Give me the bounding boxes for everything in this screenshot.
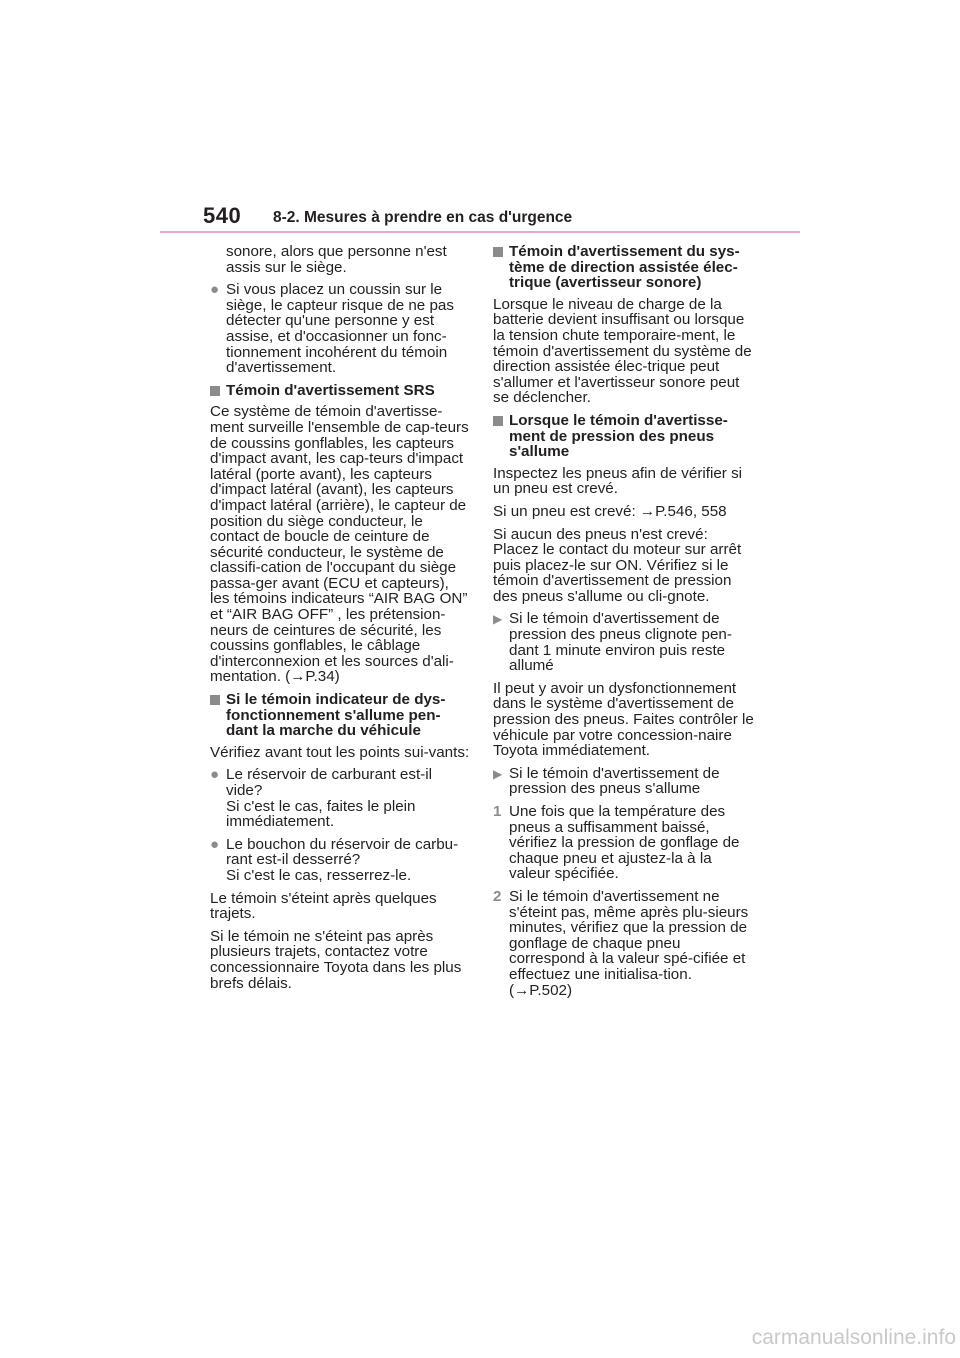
square-bullet-icon: [210, 386, 220, 396]
triangle-bullet-icon: ▶: [493, 612, 503, 627]
paragraph: Inspectez les pneus afin de vérifier si un pneu est crevé.: [493, 464, 743, 498]
paragraph-text: Si un pneu est crevé:: [493, 502, 640, 520]
bullet-text: Si le témoin d'avertissement de pression des pneus s'allume: [509, 764, 720, 798]
section-heading: [210, 692, 470, 739]
bullet-subtext: Si c'est le cas, resserrez-le.: [226, 866, 412, 884]
step-number: 1: [493, 803, 502, 820]
bullet-icon: ●: [210, 835, 220, 853]
list-item: [210, 837, 470, 884]
bullet-text: Si le témoin d'avertissement de pression des pneus clignote pen-dant 1 minute environ puis reste allumé: [509, 610, 732, 675]
section-title: 8-2. Mesures à prendre en cas d'urgence: [273, 209, 573, 226]
section-heading: [493, 244, 755, 291]
paragraph: Si le témoin ne s'éteint pas après plusieurs trajets, contactez votre concessionnaire Toyota dans les plus brefs délais.: [210, 927, 462, 992]
paragraph-text: Ce système de témoin d'avertisse-ment surveille l'ensemble de cap-teurs de coussins gonflables, les capteurs d'impact avant, les cap-teurs d'impact latéral (porte avant), les capteurs d'impact latéral (avant), les capteurs d'impact latéral (arrière), le capteur de position du siège conducteur, le contact de boucle de ceinture de sécurité conducteur, le système de classifi-cation de l'occupant du siège passa-ger avant (ECU et capteurs), les témoins indicateurs “AIR BAG ON” et “AIR BAG OFF” , les prétension-neurs de ceintures de sécurité, les coussins gonflables, le câblage d'interconnexion et les sources d'ali-mentation. (: [210, 403, 469, 686]
paragraph: [493, 504, 755, 520]
bullet-icon: ●: [210, 766, 220, 784]
list-item: [493, 766, 755, 797]
paragraph: [210, 404, 470, 685]
page-reference-link[interactable]: →P.546, 558: [639, 502, 727, 520]
watermark: carmanualsonline.info: [751, 1326, 956, 1349]
right-column: [493, 244, 755, 1005]
numbered-step: [493, 889, 755, 998]
paragraph: Si aucun des pneus n'est crevé: Placez le contact du moteur sur arrêt puis placez-le sur ON. Vérifiez si le témoin d'avertissement de pression des pneus s'allume ou cli-gnote.: [493, 525, 742, 605]
page-number: 540: [203, 203, 242, 228]
heading-text: Lorsque le témoin d'avertisse-ment de pression des pneus s'allume: [509, 411, 728, 461]
page-reference-link[interactable]: →P.34): [290, 668, 340, 686]
bullet-text: Le bouchon du réservoir de carbu-rant est-il desserré?: [226, 835, 459, 869]
page-reference-link[interactable]: →P.502): [514, 981, 573, 999]
list-item: [493, 611, 755, 673]
step-text: Si le témoin d'avertissement ne s'éteint pas, même après plu-sieurs minutes, vérifiez que la pression de gonflage de chaque pneu correspond à la valeur spé-cifiée et effectuez une initialisa-tion. (: [509, 887, 749, 999]
step-text: Une fois que la température des pneus a suffisamment baissé, vérifiez la pression de gonflage de chaque pneu et ajustez-la à la valeur spécifiée.: [509, 803, 740, 883]
square-bullet-icon: [493, 247, 503, 257]
paragraph: Vérifiez avant tout les points sui-vants:: [210, 743, 470, 761]
section-heading: [493, 413, 755, 460]
triangle-bullet-icon: ▶: [493, 766, 503, 781]
numbered-step: [493, 804, 755, 882]
left-column: [210, 244, 470, 998]
bullet-subtext: Si c'est le cas, faites le plein immédiatement.: [226, 797, 416, 831]
heading-text: Témoin d'avertissement SRS: [226, 381, 435, 399]
paragraph: Il peut y avoir un dysfonctionnement dans le système d'avertissement de pression des pneus. Faites contrôler le véhicule par votre concession-naire Toyota immédiatement.: [493, 679, 754, 760]
bullet-icon: ●: [210, 281, 220, 299]
square-bullet-icon: [493, 416, 503, 426]
continued-text: sonore, alors que personne n'est assis sur le siège.: [226, 243, 447, 276]
heading-text: Si le témoin indicateur de dys-fonctionnement s'allume pen-dant la marche du véhicule: [226, 691, 446, 740]
step-number: 2: [493, 887, 502, 905]
list-item: [210, 282, 470, 376]
paragraph: Lorsque le niveau de charge de la batterie devient insuffisant ou lorsque la tension chute temporaire-ment, le témoin d'avertissement du système de direction assistée élec-trique peut s'allumer et l'avertisseur sonore peut se déclencher.: [493, 295, 752, 407]
bullet-text: Le réservoir de carburant est-il vide?: [226, 766, 432, 799]
section-heading: [210, 383, 470, 399]
bullet-text: Si vous placez un coussin sur le siège, le capteur risque de ne pas détecter qu'une personne y est assise, et d'occasionner un fonc-tionnement incohérent du témoin d'avertissement.: [226, 281, 454, 377]
header-divider: [160, 231, 800, 233]
square-bullet-icon: [210, 695, 220, 705]
heading-text: Témoin d'avertissement du sys-tème de direction assistée élec-trique (avertisseur sonore): [509, 243, 740, 292]
paragraph: Le témoin s'éteint après quelques trajets.: [210, 889, 437, 923]
list-item: [210, 767, 470, 829]
